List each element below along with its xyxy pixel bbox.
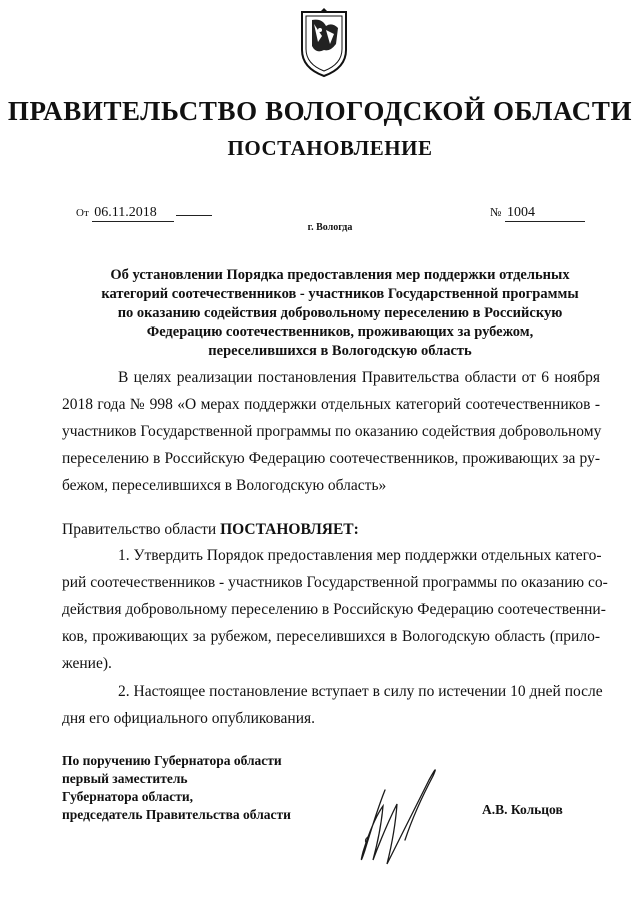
body-line: 2. Настоящее постановление вступает в силу по истечении 10 дней после <box>118 683 603 700</box>
document-number: 1004 <box>505 205 585 222</box>
position-line: председатель Правительства области <box>62 807 291 822</box>
number-line <box>490 205 585 222</box>
body-line: дня его официального опубликования. <box>62 710 316 727</box>
document-type: ПОСТАНОВЛЕНИЕ <box>227 136 433 160</box>
resolves-prefix: Правительство области <box>62 521 217 538</box>
city: г. Вологда <box>307 222 353 233</box>
item-1-paragraph <box>62 542 608 677</box>
body-line: участников Государственной программы по оказанию содействия добровольному <box>62 423 602 440</box>
body-line: ков, проживающих за рубежом, переселившихся в Вологодскую область (прило- <box>62 628 600 645</box>
document-date: 06.11.2018 <box>92 205 174 222</box>
number-label: № <box>490 205 502 219</box>
coat-of-arms-emblem <box>296 4 352 80</box>
body-line: действия добровольному переселению в Российскую Федерацию соотечественни- <box>62 601 606 618</box>
date-label: От <box>76 207 89 219</box>
position-line: Губернатора области, <box>62 789 193 804</box>
subject-line: переселившихся в Вологодскую область <box>208 343 472 359</box>
body-line: В целях реализации постановления Правительства области от 6 ноября <box>118 369 600 386</box>
subject-line: по оказанию содействия добровольному переселению в Российскую <box>117 305 563 321</box>
subject-line: категорий соотечественников - участников Государственной программы <box>101 286 579 302</box>
resolves-word: ПОСТАНОВЛЯЕТ: <box>220 521 359 538</box>
signatory-position <box>62 752 291 824</box>
signer-name: А.В. Кольцов <box>482 802 563 817</box>
body-line: рий соотечественников - участников Государственной программы по оказанию со- <box>62 574 608 591</box>
body-line: 2018 года № 998 «О мерах поддержки отдельных категорий соотечественников - <box>62 396 600 413</box>
body-line: 1. Утвердить Порядок предоставления мер поддержки отдельных катего- <box>118 547 602 564</box>
preamble-paragraph <box>62 364 600 499</box>
government-title: ПРАВИТЕЛЬСТВО ВОЛОГОДСКОЙ ОБЛАСТИ <box>7 96 633 126</box>
subject-line: Об установлении Порядка предоставления мер поддержки отдельных <box>110 267 570 283</box>
resolves-line <box>62 516 359 543</box>
position-line: первый заместитель <box>62 771 188 786</box>
position-line: По поручению Губернатора области <box>62 753 282 768</box>
body-line: бежом, переселившихся в Вологодскую область» <box>62 477 387 494</box>
date-line <box>76 205 212 222</box>
document-subject <box>60 266 620 361</box>
subject-line: Федерацию соотечественников, проживающих за рубежом, <box>146 324 534 340</box>
body-line: жение). <box>62 655 112 672</box>
handwritten-signature <box>325 740 485 880</box>
item-2-paragraph <box>62 678 603 732</box>
body-line: переселению в Российскую Федерацию соотечественников, проживающих за ру- <box>62 450 600 467</box>
